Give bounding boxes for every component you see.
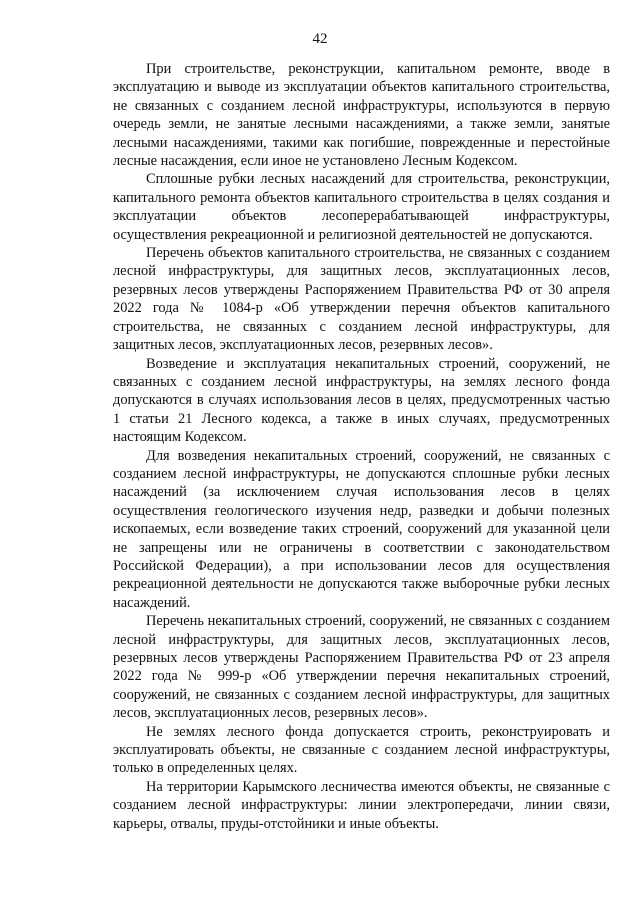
paragraph-non-capital-cutting-rules: Для возведения некапитальных строений, сооружений, не связанных с созданием лесной инфраструктуры, не допускаются сплошные рубки лесных насаждений (за исключением случая использования лесов в целях осуществления геологического изучения недр, разведки и добычи полезных ископаемых, если возведение таких строений, сооружений для указанной цели не запрещены или не ограничены в соответствии с законодательством Российской Федерации), а при использовании лесов для осуществления рекреационной деятельности не допускаются также выборочные рубки лесных насаждений.: [113, 447, 610, 611]
paragraph-permitted-purposes: Не землях лесного фонда допускается строить, реконструировать и эксплуатировать объекты, не связанные с созданием лесной инфраструктуры, только в определенных целях.: [113, 723, 610, 777]
document-body: [113, 60, 610, 833]
paragraph-non-capital-structures: Возведение и эксплуатация некапитальных строений, сооружений, не связанных с созданием лесной инфраструктуры, на землях лесного фонда допускаются в случаях использования лесов в целях, предусмотренных частью 1 статьи 21 Лесного кодекса, а также в иных случаях, предусмотренных настоящим Кодексом.: [113, 355, 610, 446]
paragraph-capital-objects-list: Перечень объектов капитального строительства, не связанных с созданием лесной инфраструктуры, для защитных лесов, эксплуатационных лесов, резервных лесов утверждены Распоряжением Правительства РФ от 30 апреля 2022 года № 1084-р «Об утверждении перечня объектов капитального строительства, не связанных с созданием лесной инфраструктуры, для защитных лесов, эксплуатационных лесов, резервных лесов».: [113, 245, 610, 354]
paragraph-clear-cutting-ban: Сплошные рубки лесных насаждений для строительства, реконструкции, капитального ремонта объектов капитального строительства в целях создания и эксплуатации объектов лесоперерабатывающей инфраструктуры, осуществления рекреационной и религиозной деятельностей не допускаются.: [113, 171, 610, 243]
paragraph-non-capital-objects-list: Перечень некапитальных строений, сооружений, не связанных с созданием лесной инфраструктуры, для защитных лесов, эксплуатационных лесов, резервных лесов утверждены Распоряжением Правительства РФ от 23 апреля 2022 года № 999-р «Об утверждении перечня некапитальных строений, сооружений, не связанных с созданием лесной инфраструктуры, для защитных лесов, эксплуатационных лесов, резервных лесов».: [113, 613, 610, 722]
paragraph-karymskoe-objects: На территории Карымского лесничества имеются объекты, не связанные с созданием лесной инфраструктуры: линии электропередачи, линии связи, карьеры, отвалы, пруды-отстойники и иные объекты.: [113, 778, 610, 832]
page-number: 42: [312, 31, 328, 47]
paragraph-construction-land-use: При строительстве, реконструкции, капитальном ремонте, вводе в эксплуатацию и выводе из эксплуатации объектов капитального строительства, не связанных с созданием лесной инфраструктуры, используются в первую очередь земли, не занятые лесными насаждениями, а также земли, занятые лесными насаждениями, такими как погибшие, поврежденные и перестойные лесные насаждения, если иное не установлено Лесным Кодексом.: [113, 61, 610, 170]
